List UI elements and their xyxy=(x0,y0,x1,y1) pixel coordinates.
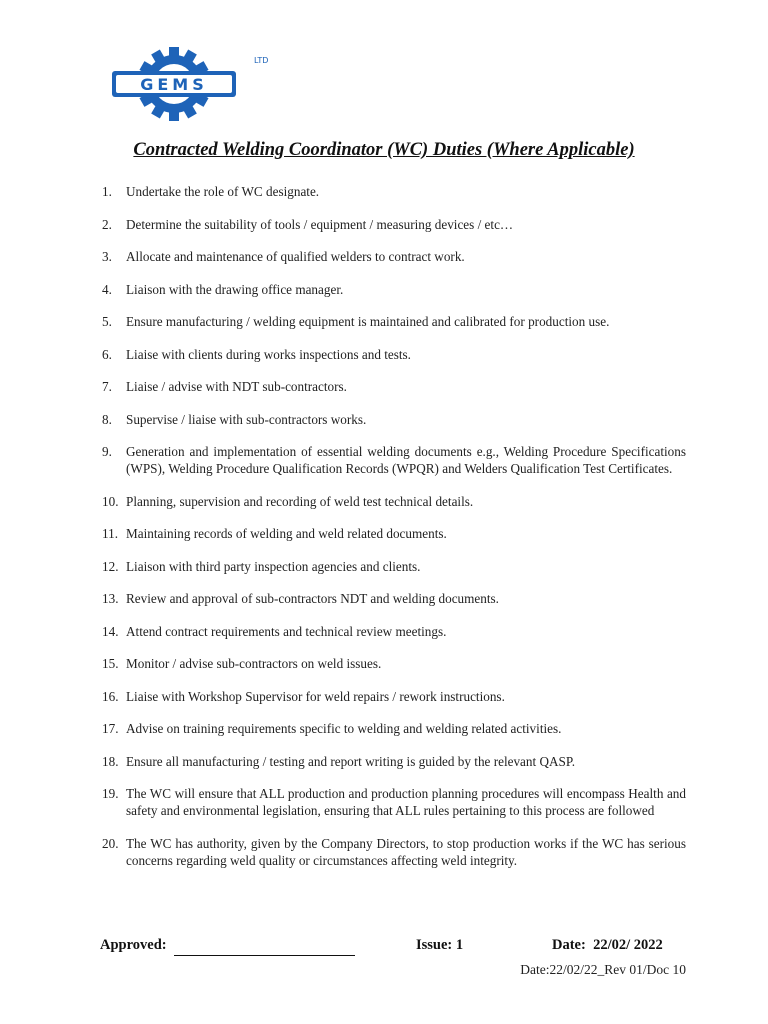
duty-text: Determine the suitability of tools / equipment / measuring devices / etc… xyxy=(126,216,514,232)
document-reference: Date:22/02/22_Rev 01/Doc 10 xyxy=(520,962,686,977)
duty-item xyxy=(102,525,686,542)
duty-item xyxy=(102,183,686,200)
duty-item xyxy=(102,248,686,265)
duty-number: 16. xyxy=(102,688,119,704)
duty-text: Liaise with clients during works inspections and tests. xyxy=(126,346,411,362)
duty-text: The WC has authority, given by the Company Directors, to stop production works if the WC has serious concerns regarding weld quality or circumstances affecting weld integrity. xyxy=(126,835,686,868)
duty-number: 12. xyxy=(102,558,119,574)
duty-item xyxy=(102,835,686,869)
duty-number: 18. xyxy=(102,753,119,769)
duty-item xyxy=(102,346,686,363)
duty-number: 6. xyxy=(102,346,112,362)
duty-number: 19. xyxy=(102,786,119,801)
duty-text: Advise on training requirements specific to welding and welding related activities. xyxy=(126,721,562,736)
duty-number: 17. xyxy=(102,721,119,736)
duty-text: Supervise / liaise with sub-contractors works. xyxy=(126,411,367,427)
duty-item xyxy=(102,216,686,233)
duty-item xyxy=(102,443,686,477)
duty-number: 5. xyxy=(102,314,112,329)
duty-text: Review and approval of sub-contractors NDT and welding documents. xyxy=(126,591,499,606)
duty-number: 11. xyxy=(102,526,118,541)
duties-list xyxy=(102,183,686,884)
duty-text: Liaise with Workshop Supervisor for weld repairs / rework instructions. xyxy=(126,688,505,704)
duty-item xyxy=(102,313,686,330)
duty-item xyxy=(102,655,686,672)
logo-text: GEMS xyxy=(140,75,208,94)
duty-item xyxy=(102,623,686,640)
duty-item xyxy=(102,753,686,770)
duty-item xyxy=(102,411,686,428)
duty-number: 15. xyxy=(102,656,119,671)
duty-text: Maintaining records of welding and weld related documents. xyxy=(126,526,447,541)
duty-number: 20. xyxy=(102,835,119,851)
duty-item xyxy=(102,493,686,510)
gear-logo-icon xyxy=(104,46,304,122)
duty-text: Liaison with the drawing office manager. xyxy=(126,281,344,297)
duty-text: Ensure all manufacturing / testing and report writing is guided by the relevant QASP. xyxy=(126,753,576,769)
page-title: Contracted Welding Coordinator (WC) Duties (Where Applicable) xyxy=(133,140,635,160)
duty-text: Liaise / advise with NDT sub-contractors. xyxy=(126,379,347,394)
duty-text: Ensure manufacturing / welding equipment is maintained and calibrated for production use. xyxy=(126,314,610,329)
duty-number: 8. xyxy=(102,411,112,427)
duty-item xyxy=(102,688,686,705)
company-logo xyxy=(104,46,304,122)
duty-item xyxy=(102,785,686,819)
duty-text: Allocate and maintenance of qualified welders to contract work. xyxy=(126,249,465,264)
duty-text: Undertake the role of WC designate. xyxy=(126,184,320,199)
issue-number: Issue: 1 xyxy=(416,937,464,953)
duty-text: Generation and implementation of essential welding documents e.g., Welding Procedure Specifications (WPS), Welding Procedure Qualification Records (WPQR) and Welders Qualification Test Certificates. xyxy=(126,444,686,476)
duty-item xyxy=(102,558,686,575)
duty-item xyxy=(102,720,686,737)
duty-number: 7. xyxy=(102,379,112,394)
duty-number: 14. xyxy=(102,623,119,639)
duty-text: The WC will ensure that ALL production and production planning procedures will encompass Health and safety and environmental legislation, ensuring that ALL rules pertaining to this process are followed xyxy=(126,786,686,818)
logo-suffix: LTD xyxy=(254,56,269,65)
duty-number: 3. xyxy=(102,249,112,264)
duty-item xyxy=(102,378,686,395)
duty-text: Liaison with third party inspection agencies and clients. xyxy=(126,558,421,574)
duty-text: Attend contract requirements and technical review meetings. xyxy=(126,623,447,639)
duty-text: Monitor / advise sub-contractors on weld issues. xyxy=(126,656,382,671)
duty-item xyxy=(102,281,686,298)
duty-number: 10. xyxy=(102,493,119,509)
duty-number: 2. xyxy=(102,216,112,232)
footer xyxy=(100,937,690,957)
duty-text: Planning, supervision and recording of weld test technical details. xyxy=(126,493,474,509)
approved-label: Approved: xyxy=(100,937,167,953)
signature-line xyxy=(174,955,355,956)
duty-item xyxy=(102,590,686,607)
duty-number: 13. xyxy=(102,591,119,606)
duty-number: 9. xyxy=(102,444,112,459)
duty-number: 1. xyxy=(102,184,112,199)
duty-number: 4. xyxy=(102,281,112,297)
issue-date: Date: 22/02/ 2022 xyxy=(552,937,663,953)
